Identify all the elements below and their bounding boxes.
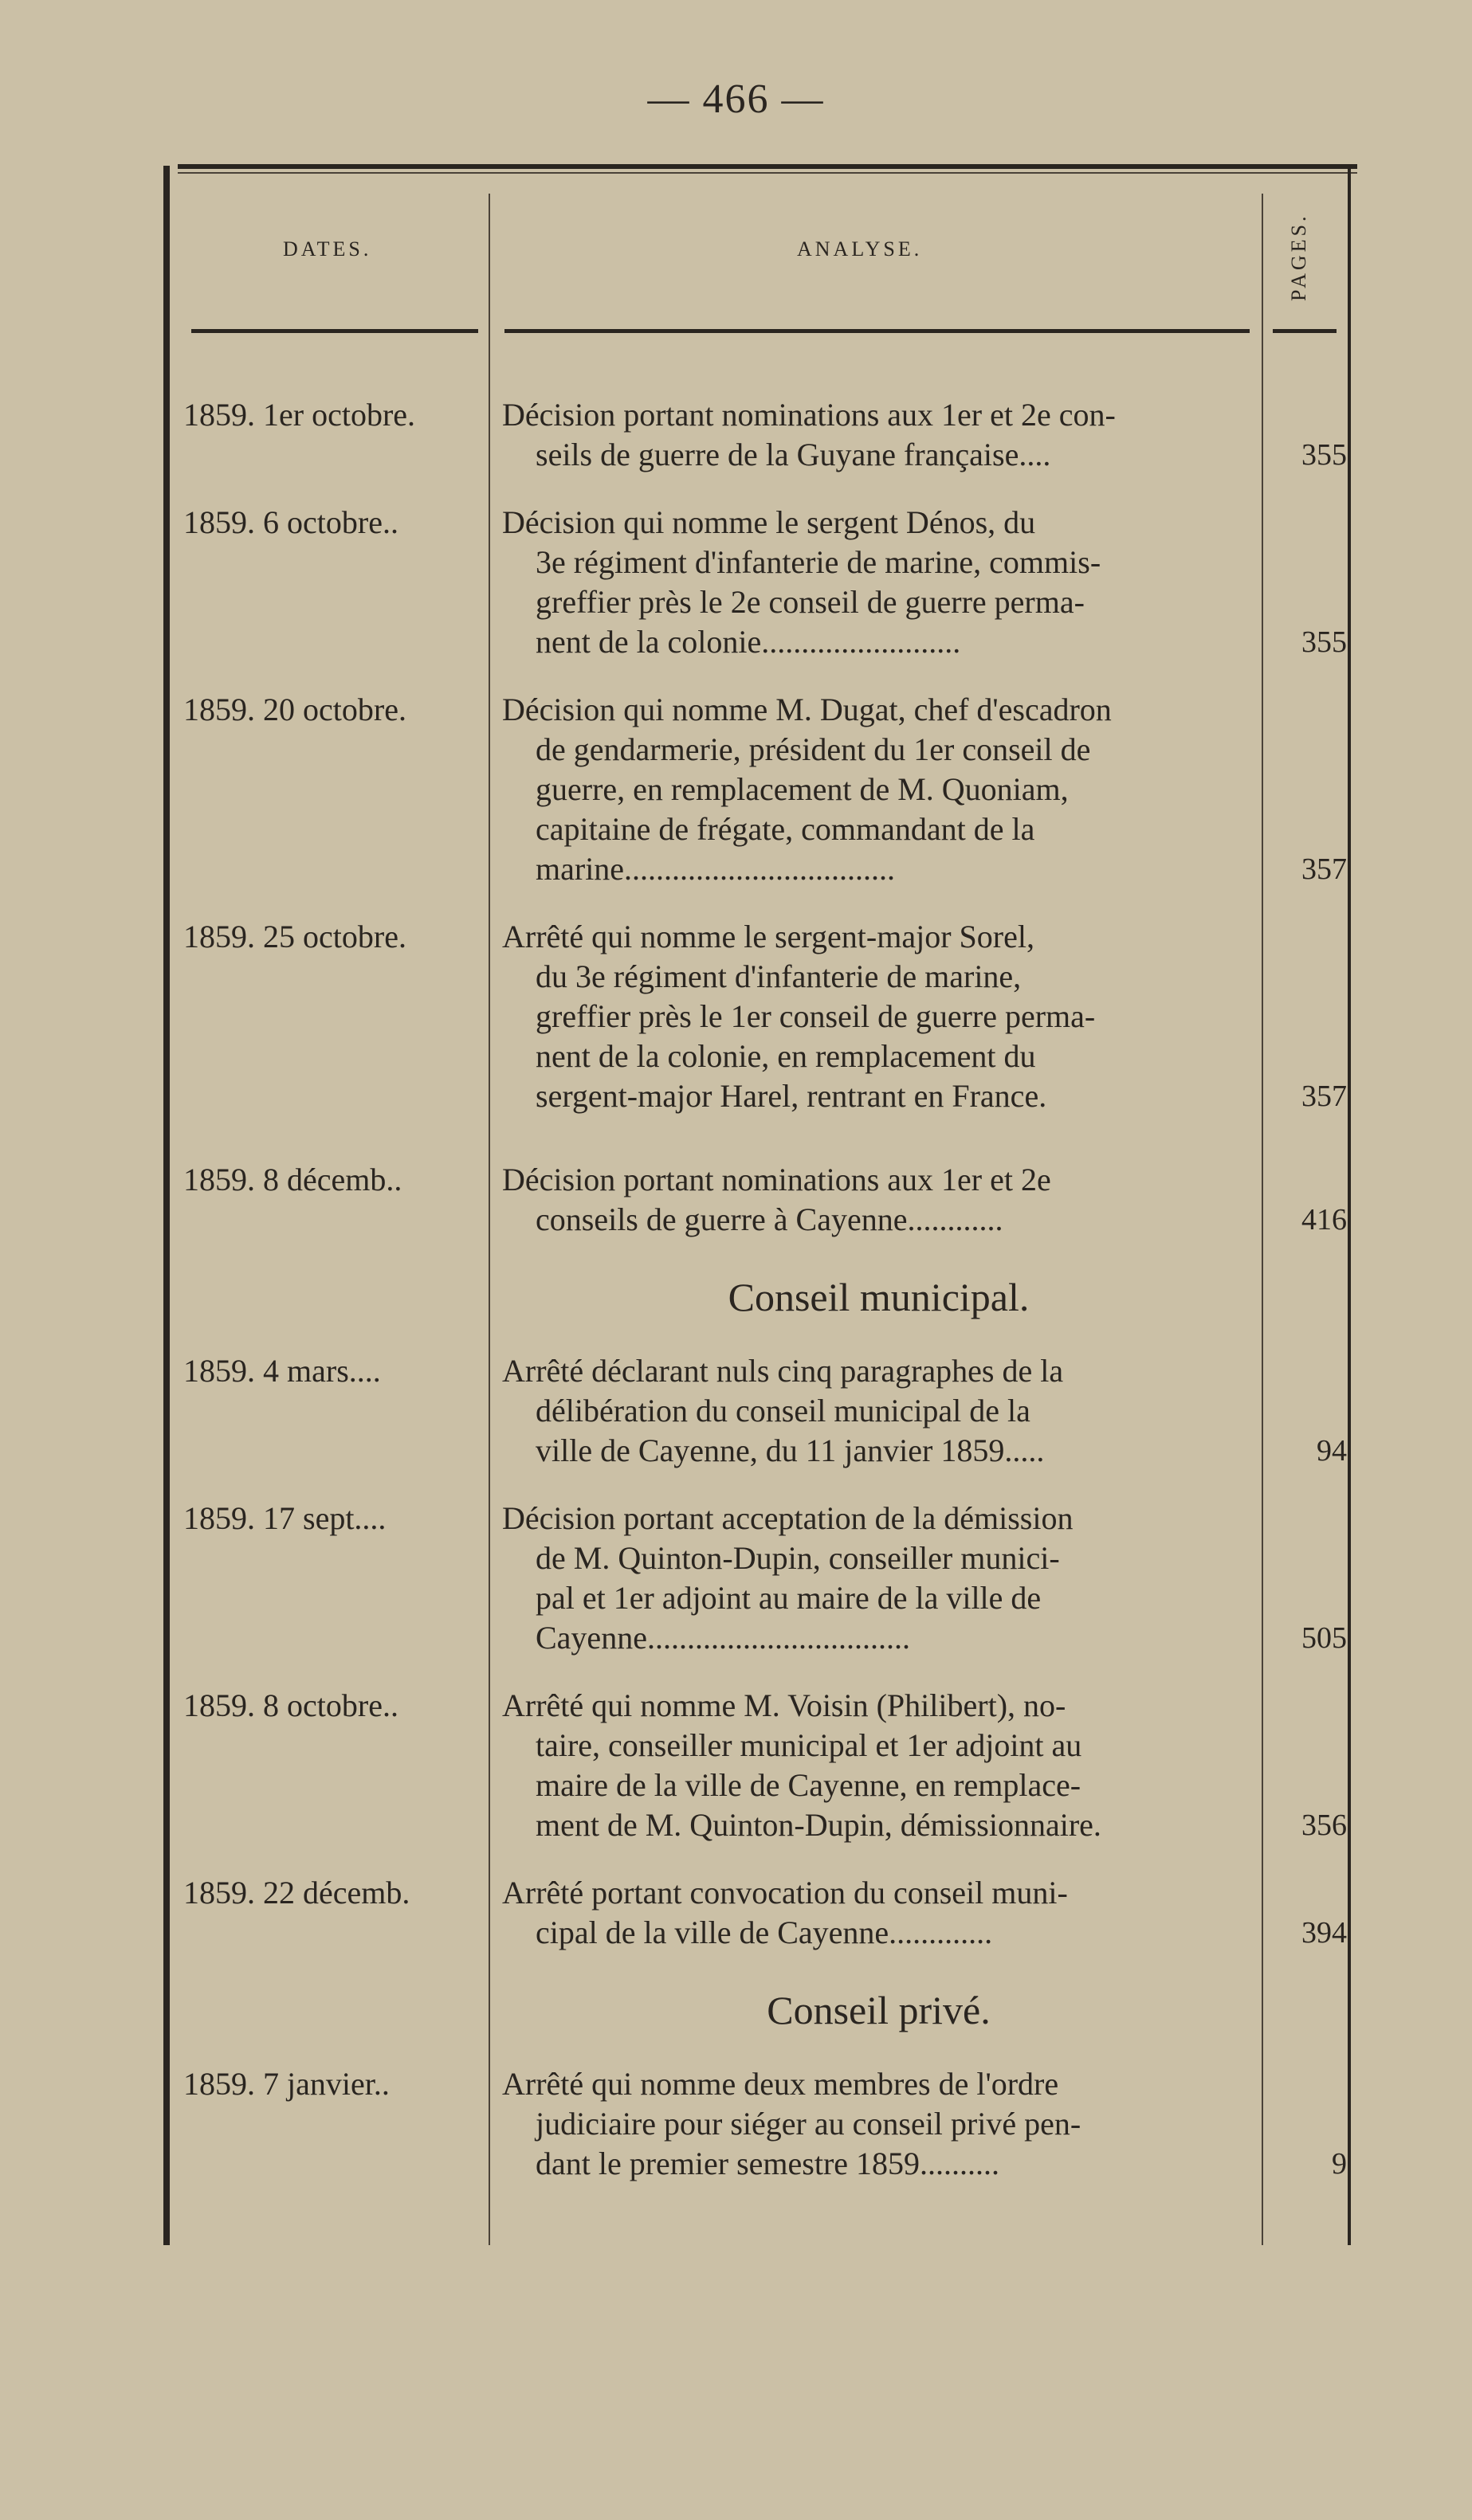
analysis-line: judiciaire pour siéger au conseil privé pen- bbox=[536, 2106, 1081, 2142]
analysis-line: Arrêté qui nomme le sergent-major Sorel, bbox=[502, 919, 1034, 954]
analysis-line: de M. Quinton-Dupin, conseiller munici- bbox=[536, 1540, 1060, 1576]
analysis-line: dant le premier semestre 1859.......... bbox=[536, 2146, 1000, 2181]
entry-analysis bbox=[502, 917, 1255, 1116]
analysis-line: Décision portant acceptation de la démission bbox=[502, 1500, 1074, 1536]
analysis-line: nent de la colonie, en remplacement du bbox=[536, 1038, 1036, 1074]
analysis-line: Arrêté portant convocation du conseil muni- bbox=[502, 1875, 1068, 1911]
header-rule-pages bbox=[1273, 329, 1337, 333]
analysis-line: délibération du conseil municipal de la bbox=[536, 1393, 1030, 1429]
analysis-line: nent de la colonie......................... bbox=[536, 624, 961, 660]
column-separator-dates bbox=[489, 194, 490, 2245]
header-pages: PAGES. bbox=[1287, 213, 1310, 301]
right-rule bbox=[1348, 166, 1351, 2245]
section-heading: Conseil privé. bbox=[767, 1988, 991, 2032]
entry-date: 1859. 1er octobre. bbox=[183, 397, 416, 433]
entry-analysis bbox=[502, 2064, 1255, 2184]
entry-analysis bbox=[502, 1160, 1255, 1240]
entry-date: 1859. 8 octobre.. bbox=[183, 1687, 398, 1723]
entry-date: 1859. 22 décemb. bbox=[183, 1875, 410, 1911]
analysis-line: 3e régiment d'infanterie de marine, commis- bbox=[536, 544, 1101, 580]
analysis-line: greffier près le 2e conseil de guerre perma- bbox=[536, 584, 1085, 620]
analysis-line: Décision qui nomme le sergent Dénos, du bbox=[502, 504, 1036, 540]
entry-page: 357 bbox=[1301, 852, 1347, 886]
entry-date: 1859. 6 octobre.. bbox=[183, 504, 398, 540]
section-heading: Conseil municipal. bbox=[728, 1275, 1030, 1319]
analysis-line: cipal de la ville de Cayenne............. bbox=[536, 1914, 993, 1950]
entry-analysis bbox=[502, 1873, 1255, 1953]
entry-date: 1859. 25 octobre. bbox=[183, 919, 406, 954]
entry-date: 1859. 7 janvier.. bbox=[183, 2066, 390, 2102]
analysis-line: guerre, en remplacement de M. Quoniam, bbox=[536, 771, 1069, 807]
analysis-line: conseils de guerre à Cayenne............ bbox=[536, 1201, 1003, 1237]
analysis-line: Décision qui nomme M. Dugat, chef d'escadron bbox=[502, 692, 1112, 727]
entry-page: 355 bbox=[1301, 438, 1347, 472]
analysis-line: du 3e régiment d'infanterie de marine, bbox=[536, 958, 1022, 994]
analysis-line: greffier près le 1er conseil de guerre perma- bbox=[536, 998, 1096, 1034]
analysis-line: Arrêté qui nomme deux membres de l'ordre bbox=[502, 2066, 1059, 2102]
top-rule-thin bbox=[178, 172, 1357, 174]
header-analyse: ANALYSE. bbox=[797, 237, 923, 261]
entry-page: 357 bbox=[1301, 1080, 1347, 1113]
entry-date: 1859. 20 octobre. bbox=[183, 692, 406, 727]
column-separator-pages bbox=[1262, 194, 1263, 2245]
analysis-line: pal et 1er adjoint au maire de la ville de bbox=[536, 1580, 1042, 1616]
entry-analysis bbox=[502, 1351, 1255, 1471]
analysis-line: capitaine de frégate, commandant de la bbox=[536, 811, 1035, 847]
entry-analysis bbox=[502, 1499, 1255, 1658]
entry-page: 416 bbox=[1301, 1203, 1347, 1236]
page-number: — 466 — bbox=[647, 76, 825, 122]
header-rule-dates bbox=[191, 329, 478, 333]
entry-page: 94 bbox=[1317, 1434, 1347, 1468]
analysis-line: sergent-major Harel, rentrant en France. bbox=[536, 1078, 1047, 1114]
entry-page: 505 bbox=[1301, 1621, 1347, 1655]
analysis-line: maire de la ville de Cayenne, en remplace- bbox=[536, 1767, 1081, 1803]
top-rule bbox=[178, 164, 1357, 169]
entry-analysis bbox=[502, 1686, 1255, 1845]
entry-analysis bbox=[502, 503, 1255, 662]
analysis-line: marine.................................. bbox=[536, 851, 896, 887]
entry-page: 355 bbox=[1301, 625, 1347, 659]
entry-page: 394 bbox=[1301, 1916, 1347, 1950]
analysis-line: seils de guerre de la Guyane française.... bbox=[536, 437, 1051, 472]
analysis-line: Arrêté qui nomme M. Voisin (Philibert), no- bbox=[502, 1687, 1066, 1723]
index-table bbox=[163, 158, 1359, 2249]
entry-analysis bbox=[502, 395, 1255, 475]
analysis-line: Cayenne................................. bbox=[536, 1620, 910, 1656]
entry-date: 1859. 17 sept.... bbox=[183, 1500, 387, 1536]
analysis-line: ville de Cayenne, du 11 janvier 1859..... bbox=[536, 1432, 1045, 1468]
analysis-line: taire, conseiller municipal et 1er adjoint au bbox=[536, 1727, 1082, 1763]
analysis-line: ment de M. Quinton-Dupin, démissionnaire. bbox=[536, 1807, 1101, 1843]
entry-page: 356 bbox=[1301, 1809, 1347, 1842]
analysis-line: Décision portant nominations aux 1er et 2e bbox=[502, 1162, 1051, 1197]
entry-date: 1859. 8 décemb.. bbox=[183, 1162, 402, 1197]
analysis-line: de gendarmerie, président du 1er conseil de bbox=[536, 731, 1091, 767]
analysis-line: Décision portant nominations aux 1er et 2e con- bbox=[502, 397, 1116, 433]
entry-date: 1859. 4 mars.... bbox=[183, 1353, 381, 1389]
header-dates: DATES. bbox=[283, 237, 372, 261]
entry-page: 9 bbox=[1332, 2147, 1347, 2181]
analysis-line: Arrêté déclarant nuls cinq paragraphes de la bbox=[502, 1353, 1064, 1389]
entry-analysis bbox=[502, 690, 1255, 889]
left-rule bbox=[163, 166, 170, 2245]
header-rule-analyse bbox=[504, 329, 1250, 333]
